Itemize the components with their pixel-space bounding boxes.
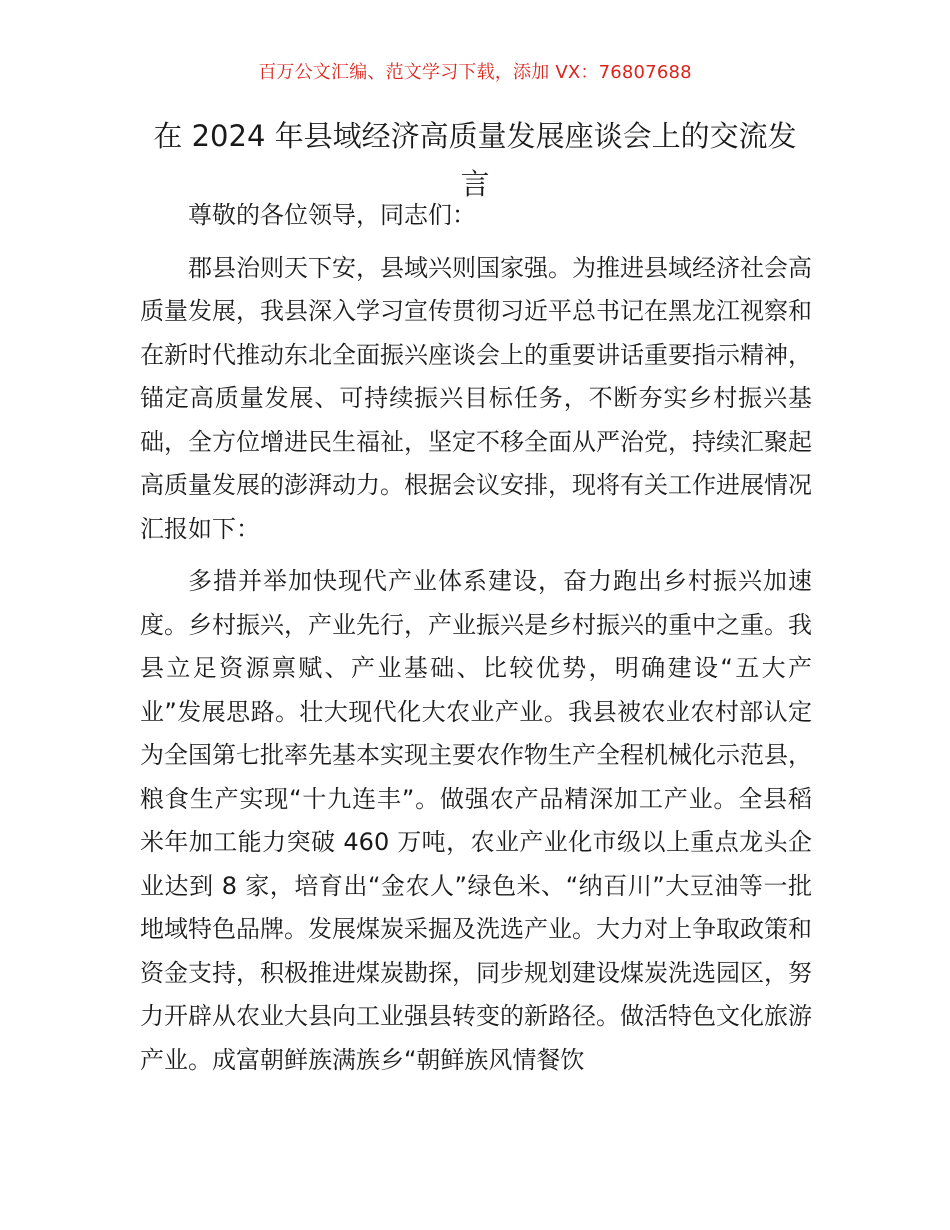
paragraph-intro: 郡县治则天下安，县域兴则国家强。为推进县域经济社会高质量发展，我县深入学习宣传贯彻习近平总书记在黑龙江视察和在新时代推动东北全面振兴座谈会上的重要讲话重要指示精神，锚定高质量发展、可持续振兴目标任务，不断夯实乡村振兴基础，全方位增进民生福祉，坚定不移全面从严治党，持续汇聚起高质量发展的澎湃动力。根据会议安排，现将有关工作进展情况汇报如下：: [140, 253, 812, 543]
document-title: 在 2024 年县域经济高质量发展座谈会上的交流发言: [153, 119, 797, 201]
document-body: [140, 194, 812, 1091]
header-watermark-note: 百万公文汇编、范文学习下载，添加 VX：76807688: [258, 62, 692, 83]
salutation: 尊敬的各位领导，同志们：: [188, 201, 476, 229]
paragraph-industry: 多措并举加快现代产业体系建设，奋力跑出乡村振兴加速度。乡村振兴，产业先行，产业振兴是乡村振兴的重中之重。我县立足资源禀赋、产业基础、比较优势，明确建设“五大产业”发展思路。壮大现代化大农业产业。我县被农业农村部认定为全国第七批率先基本实现主要农作物生产全程机械化示范县，粮食生产实现“十九连丰”。做强农产品精深加工产业。全县稻米年加工能力突破 460 万吨，农业产业化市级以上重点龙头企业达到 8 家，培育出“金农人”绿色米、“纳百川”大豆油等一批地域特色品牌。发展煤炭采掘及洗选产业。大力对上争取政策和资金支持，积极推进煤炭勘探，同步规划建设煤炭洗选园区，努力开辟从农业大县向工业强县转变的新路径。做活特色文化旅游产业。成富朝鲜族满族乡“朝鲜族风情餐饮: [140, 567, 812, 1074]
